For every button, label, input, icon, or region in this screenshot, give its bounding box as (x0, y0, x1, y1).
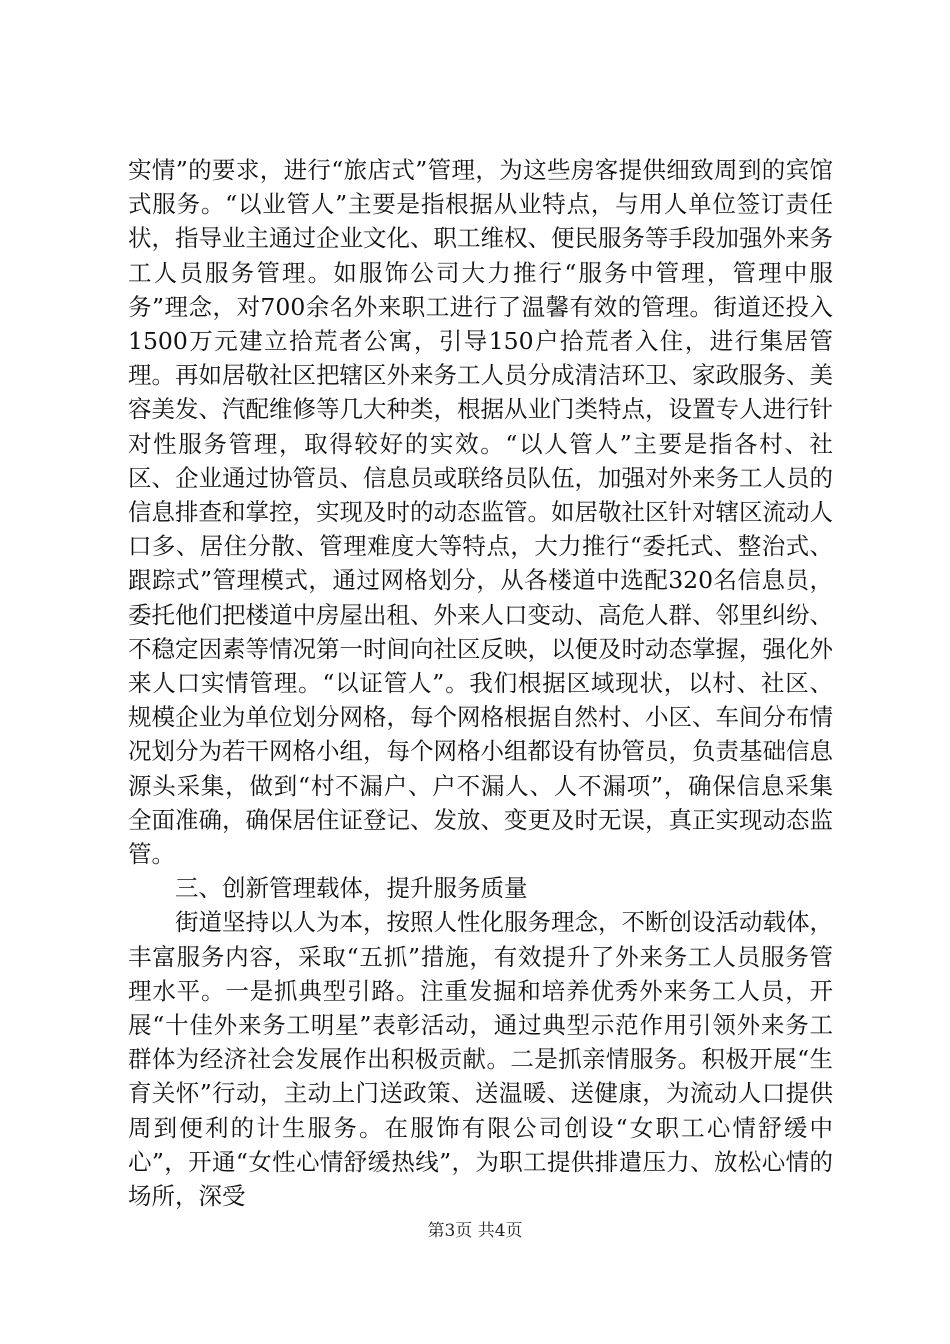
body-paragraph: 街道坚持以人为本，按照人性化服务理念，不断创设活动载体，丰富服务内容，采取“五抓”措施，有效提升了外来务工人员服务管理水平。一是抓典型引路。注重发掘和培养优秀外来务工人员，开展“十佳外来务工明星”表彰活动，通过典型示范作用引领外来务工群体为经济社会发展作出积极贡献。二是抓亲情服务。积极开展“生育关怀”行动，主动上门送政策、送温暖、送健康，为流动人口提供周到便利的计生服务。在服饰有限公司创设“女职工心情舒缓中心”，开通“女性心情舒缓热线”，为职工提供排遣压力、放松心情的场所，深受 (128, 908, 833, 1211)
body-paragraph: 实情”的要求，进行“旅店式”管理，为这些房客提供细致周到的宾馆式服务。“以业管人”主要是指根据从业特点，与用人单位签订责任状，指导业主通过企业文化、职工维权、便民服务等手段加强外来务工人员服务管理。如服饰公司大力推行“服务中管理，管理中服务”理念，对700余名外来职工进行了温馨有效的管理。街道还投入1500万元建立拾荒者公寓，引导150户拾荒者入住，进行集居管理。再如居敬社区把辖区外来务工人员分成清洁环卫、家政服务、美容美发、汽配维修等几大种类，根据从业门类特点，设置专人进行针对性服务管理，取得较好的实效。“以人管人”主要是指各村、社区、企业通过协管员、信息员或联络员队伍，加强对外来务工人员的信息排查和掌控，实现及时的动态监管。如居敬社区针对辖区流动人口多、居住分散、管理难度大等特点，大力推行“委托式、整治式、跟踪式”管理模式，通过网格划分，从各楼道中选配320名信息员，委托他们把楼道中房屋出租、外来人口变动、高危人群、邻里纠纷、不稳定因素等情况第一时间向社区反映，以便及时动态掌握，强化外来人口实情管理。“以证管人”。我们根据区域现状，以村、社区、规模企业为单位划分网格，每个网格根据自然村、小区、车间分布情况划分为若干网格小组，每个网格小组都设有协管员，负责基础信息源头采集，做到“村不漏户、户不漏人、人不漏项”，确保信息采集全面准确，确保居住证登记、发放、变更及时无误，真正实现动态监管。 (128, 156, 833, 869)
document-body (128, 153, 833, 1213)
page-number-footer: 第3页 共4页 (427, 1221, 523, 1241)
section-heading: 三、创新管理载体，提升服务质量 (175, 874, 528, 903)
